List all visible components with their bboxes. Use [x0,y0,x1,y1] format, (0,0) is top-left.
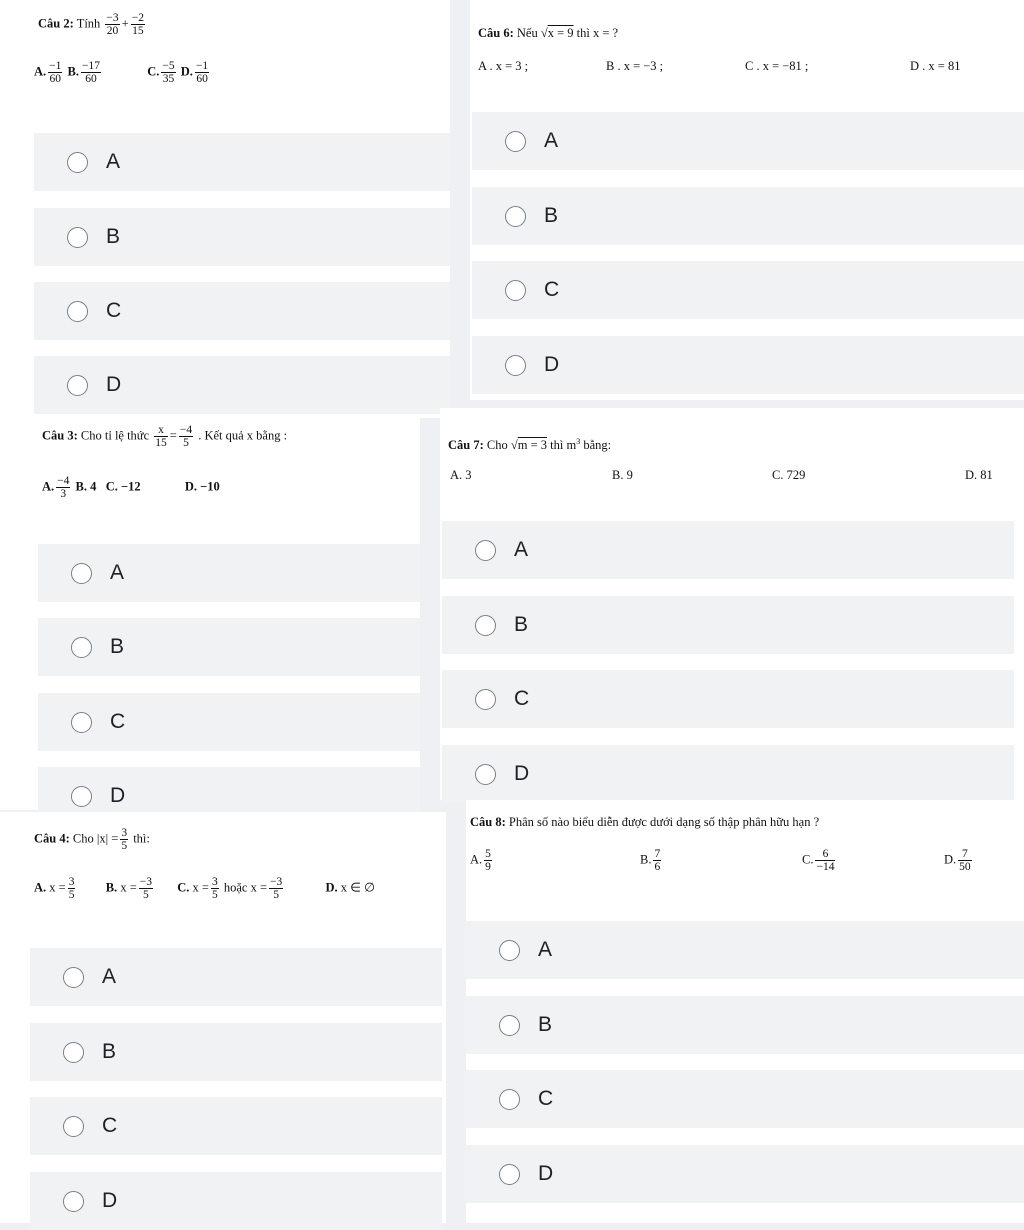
radio-button[interactable] [499,940,520,961]
radio-button[interactable] [67,301,88,322]
q6-option-b[interactable]: B [472,187,1024,245]
q2-option-a[interactable]: A [34,133,450,191]
radio-button[interactable] [67,227,88,248]
radio-button[interactable] [499,1015,520,1036]
radio-button[interactable] [505,355,526,376]
radio-button[interactable] [475,689,496,710]
q2-option-b[interactable]: B [34,208,450,266]
q7-option-b[interactable]: B [442,596,1014,654]
q2-option-c[interactable]: C [34,282,450,340]
question-q6: Câu 6: Nếu √x = 9 thì x = ? [478,26,619,40]
q4-option-d[interactable]: D [30,1172,442,1230]
radio-button[interactable] [71,563,92,584]
question-card-q4 [0,812,446,1223]
q2-option-d[interactable]: D [34,356,450,414]
question-q4: Câu 4: Cho |x| = $\frac{3}{5}$ thì: [34,827,150,853]
q3-option-b[interactable]: B [38,618,420,676]
q2-answers: A. $\frac{-1}{60}$ B. $\frac{-17}{60}$ C. $\frac{-5}{35}$ D. $\frac{-1}{60}$ [34,60,209,86]
q8-answer-a: A. $\frac{5}{9}$ [470,848,491,874]
q4-option-c[interactable]: C [30,1097,442,1155]
radio-button[interactable] [63,967,84,988]
question-q3: Câu 3: Cho tỉ lệ thức $\frac{x}{15}$ = $\frac{-4}{5}$ . Kết quả x bằng : [42,424,288,450]
q3-answers: A. $\frac{-4}{3}$ B. 4 C. −12 D. −10 [42,475,220,501]
radio-button[interactable] [71,786,92,807]
radio-button[interactable] [63,1116,84,1137]
q8-answer-d: D. $\frac{7}{50}$ [944,848,971,874]
q7-answer-c: C. 729 [772,468,806,482]
radio-button[interactable] [71,712,92,733]
q3-option-a[interactable]: A [38,544,420,602]
q6-answer-c: C . x = −81 ; [745,59,809,73]
radio-button[interactable] [63,1042,84,1063]
question-q8: Câu 8: Phân số nào biểu diễn được dưới dạng số thập phân hữu hạn ? [470,815,820,829]
q2-prompt: Tính [76,16,101,31]
q8-option-b[interactable]: B [466,996,1024,1054]
radio-button[interactable] [67,152,88,173]
q6-option-d[interactable]: D [472,336,1024,394]
q6-answer-b: B . x = −3 ; [606,59,664,73]
question-q7: Câu 7: Cho √m = 3 thì $m^3$ bằng: [448,437,612,453]
radio-button[interactable] [505,206,526,227]
radio-button[interactable] [505,131,526,152]
q7-option-a[interactable]: A [442,521,1014,579]
q6-option-c[interactable]: C [472,261,1024,319]
q8-answer-b: B. $\frac{7}{6}$ [640,848,661,874]
q2-label: Câu 2: [38,16,74,31]
q7-option-d[interactable]: D [442,745,1014,803]
q7-answer-a: A. 3 [450,468,472,482]
q6-option-a[interactable]: A [472,112,1024,170]
question-q2: Câu 2: Tính $\frac{-3}{20}$ + $\frac{-2}{15}$ [38,12,144,38]
q4-option-b[interactable]: B [30,1023,442,1081]
radio-button[interactable] [499,1089,520,1110]
q4-option-a[interactable]: A [30,948,442,1006]
q8-option-d[interactable]: D [466,1145,1024,1203]
q6-answer-d: D . x = 81 [910,59,961,73]
q7-option-c[interactable]: C [442,670,1014,728]
q4-answers: A. x = $\frac{3}{5}$ B. x = $\frac{-3}{5}$ C. x = $\frac{3}{5}$ hoặc x = $\frac{-3}{5}$ D. x ∈ ∅ [34,876,376,902]
radio-button[interactable] [71,637,92,658]
radio-button[interactable] [475,615,496,636]
q3-option-c[interactable]: C [38,693,420,751]
radio-button[interactable] [505,280,526,301]
radio-button[interactable] [63,1191,84,1212]
q7-answer-d: D. 81 [965,468,993,482]
q3-option-d[interactable]: D [38,767,420,825]
q6-answer-a: A . x = 3 ; [478,59,529,73]
radio-button[interactable] [67,375,88,396]
q8-answer-c: C. $\frac{6}{-14}$ [802,848,835,874]
radio-button[interactable] [475,540,496,561]
q8-option-a[interactable]: A [466,921,1024,979]
q8-option-c[interactable]: C [466,1070,1024,1128]
radio-button[interactable] [475,764,496,785]
radio-button[interactable] [499,1164,520,1185]
q7-answer-b: B. 9 [612,468,633,482]
